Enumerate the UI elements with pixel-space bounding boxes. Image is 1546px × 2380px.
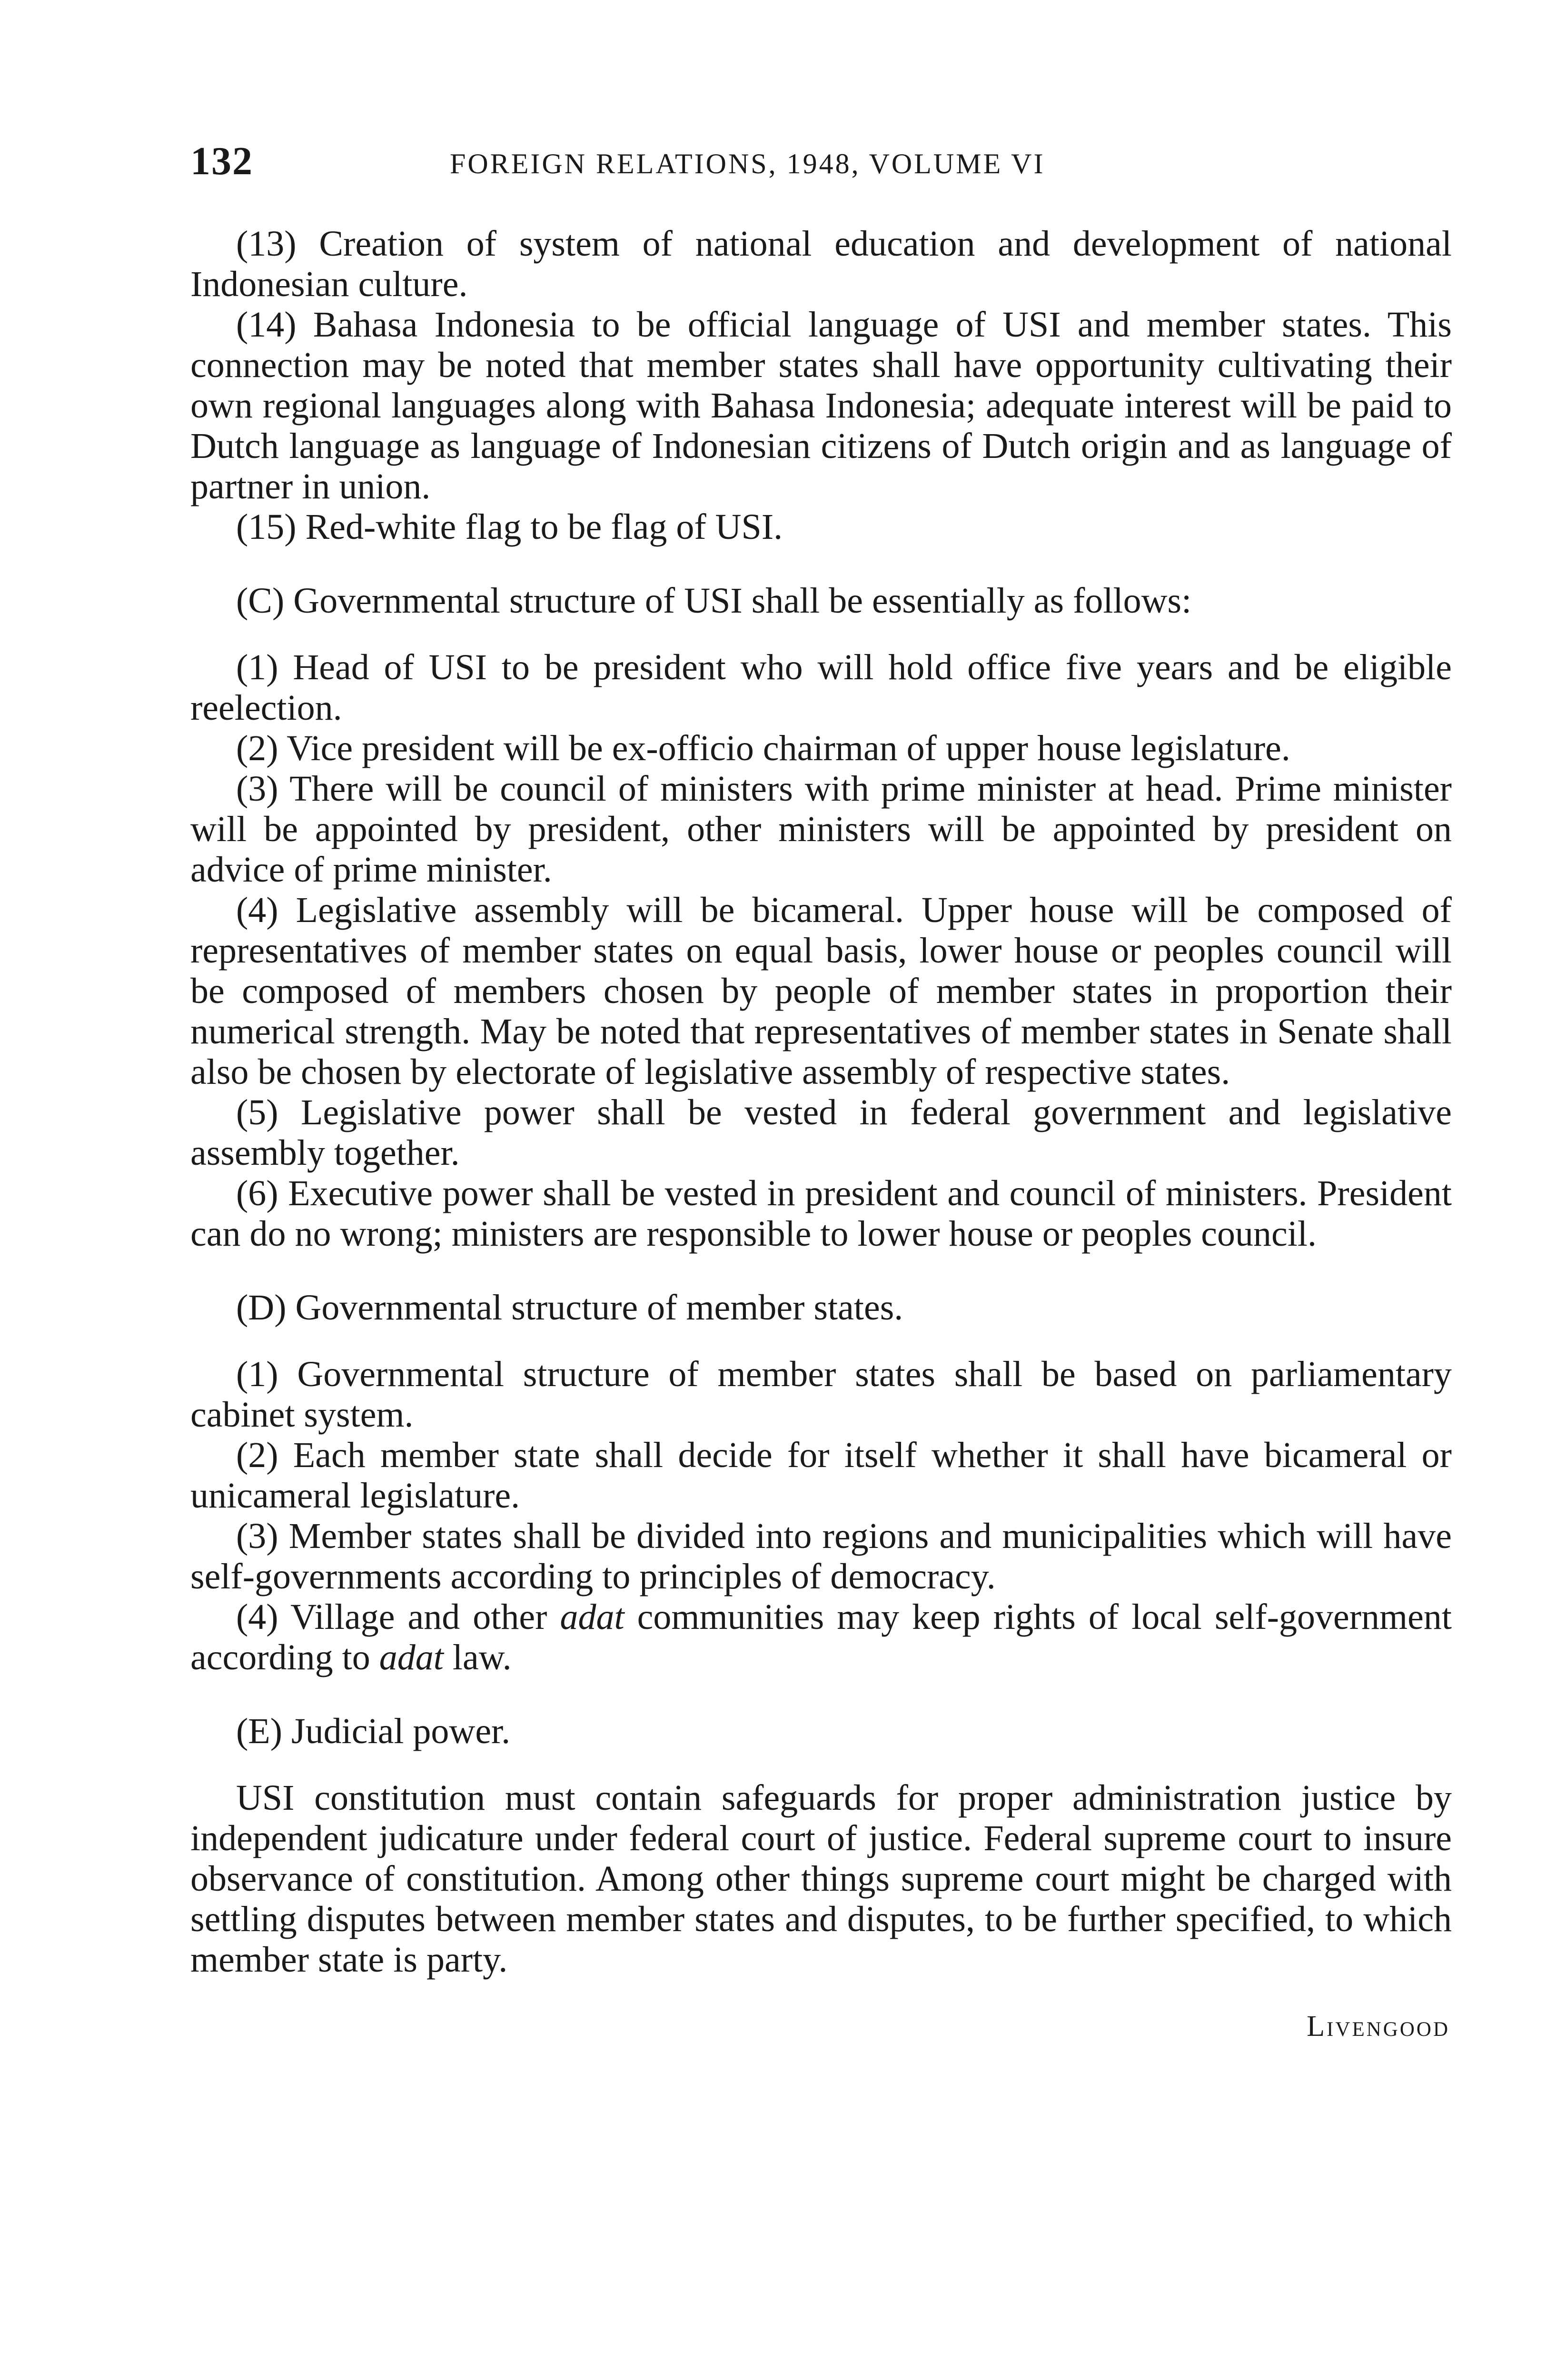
d4-text-2: communities may keep rights of local self-government according to xyxy=(190,1597,1452,1677)
paragraph-14: (14) Bahasa Indonesia to be official language of USI and member states. This connection may be noted that member states shall have opportunity cultivating their own regional languages along with Bahasa Indonesia; adequate interest will be paid to Dutch language as language of Indonesian citizens of Dutch origin and as language of partner in union. xyxy=(190,305,1452,506)
paragraph-c4: (4) Legislative assembly will be bicameral. Upper house will be composed of representatives of member states on equal basis, lower house or peoples council will be composed of members chosen by people of member states in proportion their numerical strength. May be noted that representatives of member states in Senate shall also be chosen by electorate of legislative assembly of respective states. xyxy=(190,890,1452,1092)
paragraph-d2: (2) Each member state shall decide for itself whether it shall have bicameral or unicameral legislature. xyxy=(190,1435,1452,1516)
paragraph-c1: (1) Head of USI to be president who will hold office five years and be eligible reelection. xyxy=(190,647,1452,728)
document-page xyxy=(190,138,1452,2047)
d4-adat-1: adat xyxy=(560,1597,624,1637)
paragraph-d3: (3) Member states shall be divided into regions and municipalities which will have self-governments according to principles of democracy. xyxy=(190,1516,1452,1597)
section-d-heading: (D) Governmental structure of member states. xyxy=(236,1288,903,1328)
section-e-heading: (E) Judicial power. xyxy=(236,1711,511,1751)
paragraph-15: (15) Red-white flag to be flag of USI. xyxy=(236,507,783,547)
section-c-heading: (C) Governmental structure of USI shall be essentially as follows: xyxy=(236,581,1192,621)
d4-text-1: (4) Village and other xyxy=(236,1597,560,1637)
document-body xyxy=(190,224,1452,2047)
paragraph-e-body: USI constitution must contain safeguards for proper administration justice by independent judicature under federal court of justice. Federal supreme court to insure observance of constitution. Among other things supreme court might be charged with settling disputes between member states and disputes, to be further specified, to which member state is party. xyxy=(190,1778,1452,1980)
paragraph-13: (13) Creation of system of national education and development of national Indonesian culture. xyxy=(190,224,1452,304)
d4-adat-2: adat xyxy=(379,1637,444,1677)
paragraph-c5: (5) Legislative power shall be vested in federal government and legislative assembly together. xyxy=(190,1092,1452,1173)
signature: Livengood xyxy=(1307,2010,1450,2043)
page-number: 132 xyxy=(190,139,253,183)
page-header xyxy=(190,138,1452,195)
paragraph-d4 xyxy=(190,1597,1452,1678)
running-head: FOREIGN RELATIONS, 1948, VOLUME VI xyxy=(450,148,1045,179)
paragraph-c2: (2) Vice president will be ex-officio chairman of upper house legislature. xyxy=(236,728,1290,768)
d4-text-3: law. xyxy=(443,1637,512,1677)
paragraph-d1: (1) Governmental structure of member states shall be based on parliamentary cabinet system. xyxy=(190,1354,1452,1435)
paragraph-c6: (6) Executive power shall be vested in president and council of ministers. President can do no wrong; ministers are responsible to lower house or peoples council. xyxy=(190,1173,1452,1254)
paragraph-c3: (3) There will be council of ministers with prime minister at head. Prime minister will be appointed by president, other ministers will be appointed by president on advice of prime minister. xyxy=(190,769,1452,890)
